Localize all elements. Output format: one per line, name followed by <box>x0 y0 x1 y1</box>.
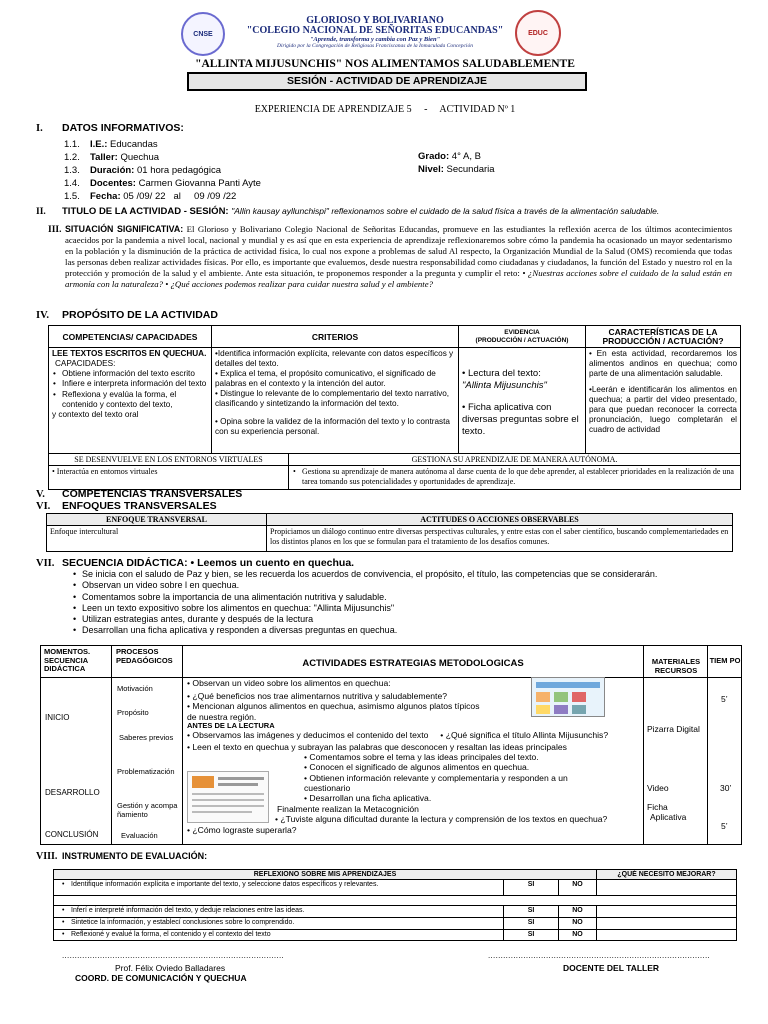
enfoques-table: ENFOQUE TRANSVERSAL ACTITUDES O ACCIONES OBSERVABLES Enfoque intercultural Propiciamos un diálogo continuo entre diversas perspectivas culturales, y entre estas con el saber científico, buscando complementariedades en los distintos planos en los que se formulan para el tratamiento de los desafíos comunes. <box>46 513 733 552</box>
header-directed: Dirigido por la Congregación de Religiosas Franciscanas de la Inmaculada Concepción <box>277 43 473 49</box>
sec3-title: SITUACIÓN SIGNIFICATIVA: <box>65 224 184 234</box>
transversal-col1: SE DESENVUELVE EN LOS ENTORNOS VIRTUALES <box>49 454 289 466</box>
purpose-table: COMPETENCIAS/ CAPACIDADES CRITERIOS EVIDENCIA (PRODUCCIÓN / ACTUACIÓN) CARACTERÍSTICAS DE LA PRODUCCIÓN / ACTUACIÓN? LEE TEXTOS ESCRITOS EN QUECHUA. CAPACIDADES: • Obtiene información del texto escrito • Infiere e interpreta información del texto • Reflexiona y evalúa la forma, el contenido y contexto del texto, y contexto del texto oral •Identifica información explícita, relevante con datos específicos y detalles del texto. • Explica el tema, el propósito comunicativo, el significado de palabras en el contexto y la intención del autor. • Distingue lo relevante de lo complementario del texto narrativo, clasificando y sintetizando la información del texto. • Opina sobre la validez de la información del texto y lo contrasta con su experiencia personal. • Lectura del texto: "Allinta Mijusunchis" • Ficha aplicativa con diversas preguntas sobre el texto. • En esta actividad, recordaremos los alimentos andinos en quechua; como parte de una alimentación saludable. •Leerán e identificarán los alimentos en quechua; a partir del video presentado, para que puedan reconocer la correcta pronunciación, luego completarán el cuadro de actividad SE DESENVUELVE EN LOS ENTORNOS VIRTUALES GESTIONA SU APRENDIZAJE DE MANERA AUTÓNOMA. • Interactúa en entornos virtuales • Gestiona su aprendizaje de manera autónoma al darse cuenta de lo que debe aprender, al establecer prioridades en la realización de una tarea tomando sus potencialidades y oportunidades de aprendizaje. <box>48 325 741 490</box>
col-actividades: ACTIVIDADES ESTRATEGIAS METODOLOGICAS <box>302 658 524 669</box>
video-thumbnail <box>531 677 605 717</box>
col-competencias: COMPETENCIAS/ CAPACIDADES <box>49 326 212 348</box>
grado-field: Grado: 4° A, B <box>418 151 481 162</box>
col-caracteristicas: CARACTERÍSTICAS DE LA PRODUCCIÓN / ACTUACIÓN? <box>586 326 741 348</box>
sec3-body: SITUACIÓN SIGNIFICATIVA: El Glorioso y Bolivariano Colegio Nacional de Señoritas Educandas, promueve en las estudiantes la reflexión acerca de los últimos acontecimientos acaecidos por la pandemia a nivel local, nacional y mundial y es así que en esta experiencia de aprendizaje reflexionaremos sobre cómo la pandemia ha ocasionado un mayor sedentarismo en la población y la disminución de la práctica de actividad física, lo cual nos expone a problemas de salud Al respecto, la Organización Mundial de la Salud (OMS) recomienda que todas las personas deben realizar actividades físicas. Por ello, es importante que evaluemos, desde nuestra responsabilidad como ciudadanas y ciudadanos, la función del Estado y nuestro rol en la protección y promoción de la salud y el ambiente. Ante esta situación, te proponemos responder a la pregunta y cumplir el reto: • ¿Nuestras acciones sobre el cuidado de la salud están en armonía con la naturaleza? • ¿Qué acciones podemos realizar para cuidar nuestra salud y el ambiente? <box>65 224 732 289</box>
header-line2: "COLEGIO NACIONAL DE SEÑORITAS EDUCANDAS" <box>246 25 504 36</box>
eval-row: • Sintetice la información, y establecí conclusiones sobre lo comprendido. <box>54 917 504 929</box>
col-procesos: PROCESOS PEDAGÓGICOS <box>116 647 173 665</box>
signature-right-line: ........................................................................................ <box>488 951 710 960</box>
secuencia-table: MOMENTOS. SECUENCIA DIDÁCTICA PROCESOS PEDAGÓGICOS ACTIVIDADES ESTRATEGIAS METODOLOGICAS MATERIALES RECURSOS TIEM PO INICIO DESARROLLO CONCLUSIÓN Motivación Propósito Saberes previos Problematización Gestión y acompañamiento Evaluación • Observan un video sobre los alimentos en quechua: • ¿Qué beneficios nos trae alimentarnos nutritiva y saludablemente? • Mencionan algunos alimentos en quechua, asimismo algunos platos típicos de nuestra región. ANTES DE LA LECTURA • Observamos las imágenes y deducimos el contenido del texto • ¿Qué significa el título Allinta Mijusunchis? • Leen el texto en quechua y subrayan las palabras que desconocen y resaltan las ideas principales • Comentamos sobre el tema y las ideas principales del texto. • Conocen el significado de algunos alimentos en quechua. • Obtienen información relevante y complementaria y responden a un cuestionario • Desarrollan una ficha aplicativa. Finalmente realizan la Metacognición • ¿Tuviste alguna dificultad durante la lectura y comprensión de los textos en quechua? • ¿Cómo lograste superarla? Pizarra Digital Video Ficha Aplicativa 5’ 30’ 5’ <box>40 645 742 845</box>
sec1-item: 1.1. I.E.: Educandas <box>64 139 158 150</box>
col-materiales: MATERIALES RECURSOS <box>651 657 701 675</box>
sec6-title: VI. ENFOQUES TRANSVERSALES <box>36 500 217 512</box>
sec2-title: II. TITULO DE LA ACTIVIDAD - SESIÓN: "Allin kausay ayllunchispi" reflexionamos sobre el cuidado de la salud física a través de la alimentación saludable. <box>36 206 660 217</box>
school-logo-left: CNSE <box>181 12 225 56</box>
sec1-title: I. DATOS INFORMATIVOS: <box>36 122 184 134</box>
caracteristicas-cell: • En esta actividad, recordaremos los alimentos andinos en quechua; como parte de una alimentación saludable. •Leerán e identificarán los alimentos en quechua; a partir del video presentado, para que puedan reconocer la correcta pronunciación, luego completarán el cuadro de actividad <box>586 348 741 454</box>
col-evidencia: EVIDENCIA (PRODUCCIÓN / ACTUACIÓN) <box>459 326 586 348</box>
nivel-field: Nivel: Secundaria <box>418 164 495 175</box>
capacidades-list: • Obtiene información del texto escrito • Infiere e interpreta información del texto • Reflexiona y evalúa la forma, el contenido y contexto del texto, <box>52 369 208 410</box>
sec8-title: VIII. INSTRUMENTO DE EVALUACIÓN: <box>36 851 208 862</box>
header-line1: GLORIOSO Y BOLIVARIANO <box>306 15 444 26</box>
eval-row: • Reflexioné y evalué la forma, el contenido y el contexto del texto <box>54 929 504 941</box>
activities-cell: • Observan un video sobre los alimentos en quechua: • ¿Qué beneficios nos trae alimentarnos nutritiva y saludablemente? • Mencionan algunos alimentos en quechua, asimismo algunos platos típicos de nuestra región. ANTES DE LA LECTURA • Observamos las imágenes y deducimos el contenido del texto • ¿Qué significa el título Allinta Mijusunchis? • Leen el texto en quechua y subrayan las palabras que desconocen y resaltan las ideas principales • Comentamos sobre el tema y las ideas principales del texto. • Conocen el significado de algunos alimentos en quechua. • Obtienen información relevante y complementaria y responden a un cuestionario • Desarrollan una ficha aplicativa. Finalmente realizan la Metacognición • ¿Tuviste alguna dificultad durante la lectura y comprensión de los textos en quechua? • ¿Cómo lograste superarla? <box>187 678 609 835</box>
criterios-cell: •Identifica información explícita, relevante con datos específicos y detalles del texto. • Explica el tema, el propósito comunicativo, el significado de palabras en el contexto y la intención del autor. • Distingue lo relevante de lo complementario del texto narrativo, clasificando y sintetizando la información del texto. • Opina sobre la validez de la información del texto y lo contrasta con su experiencia personal. <box>212 348 459 454</box>
sec3-num: III. <box>48 225 62 235</box>
sec5-title: V. COMPETENCIAS TRANSVERSALES <box>36 488 243 500</box>
banner-title: "ALLINTA MIJUSUNCHIS" NOS ALIMENTAMOS SALUDABLEMENTE <box>195 58 575 70</box>
sec7-title: VII. SECUENCIA DIDÁCTICA: • Leemos un cuento en quechua. <box>36 557 355 569</box>
enfoque-col: ENFOQUE TRANSVERSAL <box>47 514 267 526</box>
experience-line: EXPERIENCIA DE APRENDIZAJE 5 - ACTIVIDAD Nº 1 <box>254 104 516 115</box>
eval-row: • Identifique información explícita e importante del texto, y seleccione datos específicos y relevantes. <box>54 880 504 896</box>
col-tiempo: TIEM PO <box>709 656 741 665</box>
eval-row: • Inferí e interpreté información del texto, y deduje relaciones entre las ideas. <box>54 906 504 918</box>
signature-right-role: DOCENTE DEL TALLER <box>563 963 660 973</box>
sec1-item: 1.4. Docentes: Carmen Giovanna Panti Ayte <box>64 178 261 189</box>
evaluation-table: REFLEXIONO SOBRE MIS APRENDIZAJES ¿QUÉ NECESITO MEJORAR? • Identifique información explícita e importante del texto, y seleccione datos específicos y relevantes. SI NO • Inferí e interpreté información del texto, y deduje relaciones entre las ideas. SI NO • Sintetice la información, y establecí conclusiones sobre lo comprendido. SI NO • Reflexioné y evalué la forma, el contenido y el contexto del texto SI NO <box>53 869 737 941</box>
signature-left-line: ........................................................................................ <box>62 951 284 960</box>
sec1-items <box>64 138 444 203</box>
col-momentos: MOMENTOS. SECUENCIA DIDÁCTICA <box>44 647 91 673</box>
signature-left-role: COORD. DE COMUNICACIÓN Y QUECHUA <box>75 973 247 983</box>
signature-left-name: Prof. Félix Oviedo Balladares <box>115 963 226 973</box>
col-criterios: CRITERIOS <box>212 326 459 348</box>
sec7-list: • Se inicia con el saludo de Paz y bien, se les recuerda los acuerdos de convivencia, el propósito, el título, las competencias que se considerarán. • Observan un video sobre l en quechua. • Comentamos sobre la importancia de una alimentación nutritiva y saludable. • Leen un texto expositivo sobre los alimentos en quechua: "Allinta Mijusunchis" • Utilizan estrategias antes, durante y después de la lectura • Desarrollan una ficha aplicativa y responden a diversas preguntas en quechua. <box>72 569 732 637</box>
transversal-col2: GESTIONA SU APRENDIZAJE DE MANERA AUTÓNOMA. <box>289 454 741 466</box>
session-box: SESIÓN - ACTIVIDAD DE APRENDIZAJE <box>187 72 587 91</box>
actitudes-col: ACTITUDES O ACCIONES OBSERVABLES <box>267 514 733 526</box>
worksheet-thumbnail <box>187 771 269 823</box>
sec1-item: 1.5. Fecha: 05 /09/ 22 al 09 /09 /22 <box>64 191 237 202</box>
school-logo-right: EDUC <box>515 10 561 56</box>
competencia-cell: LEE TEXTOS ESCRITOS EN QUECHUA. CAPACIDADES: • Obtiene información del texto escrito • Infiere e interpreta información del texto • Reflexiona y evalúa la forma, el contenido y contexto del texto, y contexto del texto oral <box>49 348 212 454</box>
sec1-item: 1.3. Duración: 01 hora pedagógica <box>64 165 221 176</box>
header-motto: "Aprende, transforma y cambia con Paz y Bien" <box>309 36 441 43</box>
sec4-title: IV. PROPÓSITO DE LA ACTIVIDAD <box>36 309 218 321</box>
sec1-item: 1.2. Taller: Quechua <box>64 152 160 163</box>
evidencia-cell: • Lectura del texto: "Allinta Mijusunchis" • Ficha aplicativa con diversas preguntas sobre el texto. <box>459 348 586 454</box>
